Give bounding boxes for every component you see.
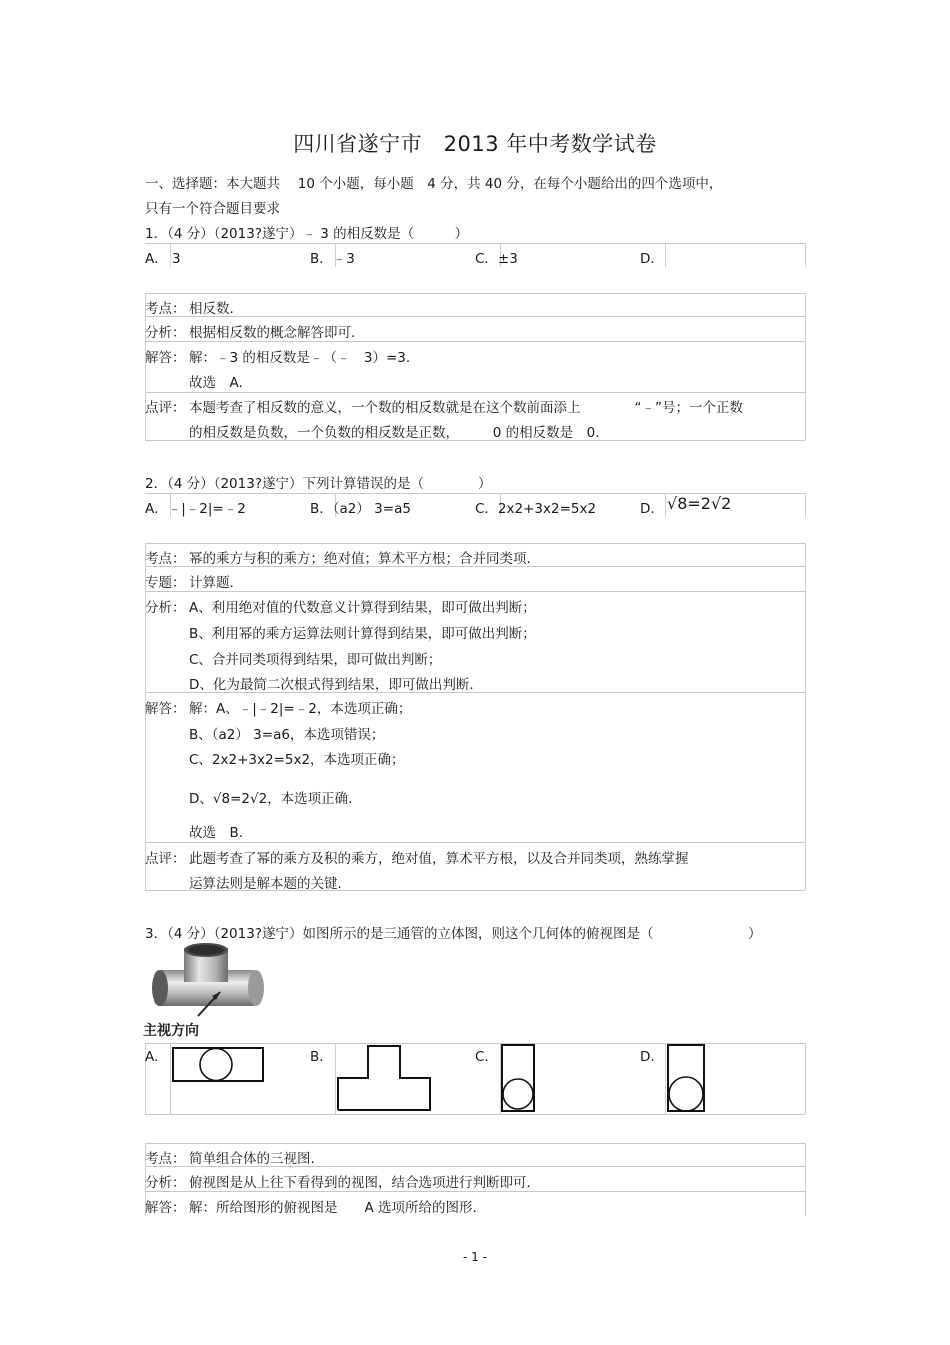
q2-option-c: C．2x2+3x2=5x2 xyxy=(475,501,597,517)
q2-zhuanti: 计算题. xyxy=(189,575,234,591)
q3-opt-divider xyxy=(805,1043,806,1114)
q2-kaodian-label: 考点： xyxy=(145,551,186,567)
q2-fenxi-label: 分析： xyxy=(145,600,186,616)
q2-option-d: D． xyxy=(640,501,664,517)
q1-jieda-1: 解：﹣3 的相反数是﹣（﹣ 3）=3. xyxy=(189,350,411,366)
q1-analysis-rule xyxy=(145,392,805,393)
q3-opt-divider xyxy=(665,1043,666,1114)
q1-analysis-rule xyxy=(145,341,805,342)
q1-analysis-rule xyxy=(145,293,805,294)
q2-dianping-label: 点评： xyxy=(145,851,186,867)
q1-dianping-2: 的相反数是负数，一个负数的相反数是正数， 0 的相反数是 0. xyxy=(189,425,600,441)
q2-fenxi-line: A、利用绝对值的代数意义计算得到结果，即可做出判断； xyxy=(189,600,536,616)
q3-option-b: B. xyxy=(310,1049,324,1065)
q3-jieda: 解：所给图形的俯视图是 A 选项所给的图形. xyxy=(189,1200,477,1216)
q1-kaodian-label: 考点： xyxy=(145,301,186,317)
q1-jieda-label: 解答： xyxy=(145,350,186,366)
q3-option-c: C. xyxy=(475,1049,489,1065)
page-number: - 1 - xyxy=(463,1250,487,1264)
q2-jieda-line: D、√8=2√2，本选项正确. xyxy=(189,791,353,807)
q2-kaodian: 幂的乘方与积的乘方；绝对值；算术平方根；合并同类项. xyxy=(189,551,531,567)
q2-jieda-label: 解答： xyxy=(145,701,186,717)
q3-fenxi: 俯视图是从上往下看得到的视图，结合选项进行判断即可. xyxy=(189,1175,531,1191)
tee-pipe-figure xyxy=(148,942,268,1024)
q1-dianping-label: 点评： xyxy=(145,400,186,416)
page-title: 四川省遂宁市 2013 年中考数学试卷 xyxy=(293,132,657,156)
q2-opt-divider xyxy=(665,493,666,517)
option-a-rect-circle-shape xyxy=(172,1046,266,1084)
q2-stem: 2．（4 分）（2013?遂宁）下列计算错误的是（ ） xyxy=(145,476,492,492)
q1-opt-divider xyxy=(805,243,806,267)
q2-analysis-rule xyxy=(145,842,805,843)
q1-options-top-rule xyxy=(145,243,805,244)
q2-fenxi-line: D、化为最简二次根式得到结果，即可做出判断. xyxy=(189,677,474,693)
q3-option-a: A. xyxy=(145,1049,159,1065)
q1-stem: 1．（4 分）（2013?遂宁）﹣ 3 的相反数是（ ） xyxy=(145,226,469,242)
q2-dianping-2: 运算法则是解本题的关键. xyxy=(189,876,342,892)
q1-fenxi: 根据相反数的概念解答即可. xyxy=(189,325,356,341)
figure-caption: 主视方向 xyxy=(143,1023,199,1039)
q3-analysis-rule xyxy=(145,1191,805,1192)
q1-option-d: D． xyxy=(640,251,664,267)
q2-jieda-line: 解：A、﹣|﹣2|=﹣2，本选项正确； xyxy=(189,701,412,717)
q2-analysis-rule xyxy=(145,591,805,592)
q2-option-d-radical: √8=2√2 xyxy=(667,494,732,513)
q1-analysis-rule xyxy=(145,316,805,317)
q2-jieda-line: C、2x2+3x2=5x2，本选项正确； xyxy=(189,752,405,768)
q2-jieda-line: 故选 B. xyxy=(189,825,244,841)
q2-option-b: B．（a2） 3=a5 xyxy=(310,501,411,517)
q3-opt-divider xyxy=(170,1043,171,1114)
q2-fenxi-line: B、利用幂的乘方运算法则计算得到结果，即可做出判断； xyxy=(189,626,536,642)
option-c-tall-rect-circle-shape xyxy=(501,1044,537,1114)
q2-option-a: A．﹣|﹣2|=﹣2 xyxy=(145,501,246,517)
q1-jieda-2: 故选 A. xyxy=(189,375,243,391)
q3-stem: 3．（4 分）（2013?遂宁）如图所示的是三通管的立体图，则这个几何体的俯视图是（ ） xyxy=(145,926,762,942)
q3-analysis-rule xyxy=(145,1143,805,1144)
q1-fenxi-label: 分析： xyxy=(145,325,186,341)
q3-fenxi-label: 分析： xyxy=(145,1175,186,1191)
q3-kaodian-label: 考点： xyxy=(145,1151,186,1167)
q2-fenxi-line: C、合并同类项得到结果，即可做出判断； xyxy=(189,652,442,668)
q2-opt-divider xyxy=(805,493,806,517)
option-d-tall-rect-circle-shape xyxy=(667,1044,707,1114)
q1-option-b: B．﹣3 xyxy=(310,251,355,267)
q2-analysis-right xyxy=(805,543,806,890)
q3-kaodian: 简单组合体的三视图. xyxy=(189,1151,315,1167)
q3-options-bottom-rule xyxy=(145,1114,805,1115)
q3-analysis-right xyxy=(805,1143,806,1216)
q3-jieda-label: 解答： xyxy=(145,1200,186,1216)
q1-analysis-right xyxy=(805,293,806,440)
q1-dianping-1: 本题考查了相反数的意义，一个数的相反数就是在这个数前面添上 “﹣”号；一个正数 xyxy=(189,400,743,416)
q2-zhuanti-label: 专题： xyxy=(145,575,186,591)
q2-dianping-1: 此题考查了幂的乘方及积的乘方，绝对值，算术平方根，以及合并同类项，熟练掌握 xyxy=(189,851,689,867)
q2-analysis-rule xyxy=(145,543,805,544)
q1-option-a: A． 3 xyxy=(145,251,181,267)
q1-opt-divider xyxy=(665,243,666,267)
q1-option-c: C．±3 xyxy=(475,251,518,267)
q2-jieda-line: B、（a2） 3=a6，本选项错误； xyxy=(189,727,385,743)
section-header-line2: 只有一个符合题目要求 xyxy=(145,201,280,217)
option-b-t-shape xyxy=(336,1044,432,1112)
q3-option-d: D. xyxy=(640,1049,655,1065)
q1-kaodian: 相反数. xyxy=(189,301,234,317)
section-header-line1: 一、选择题：本大题共 10 个小题，每小题 4 分，共 40 分，在每个小题给出的四个选项中， xyxy=(145,176,723,192)
